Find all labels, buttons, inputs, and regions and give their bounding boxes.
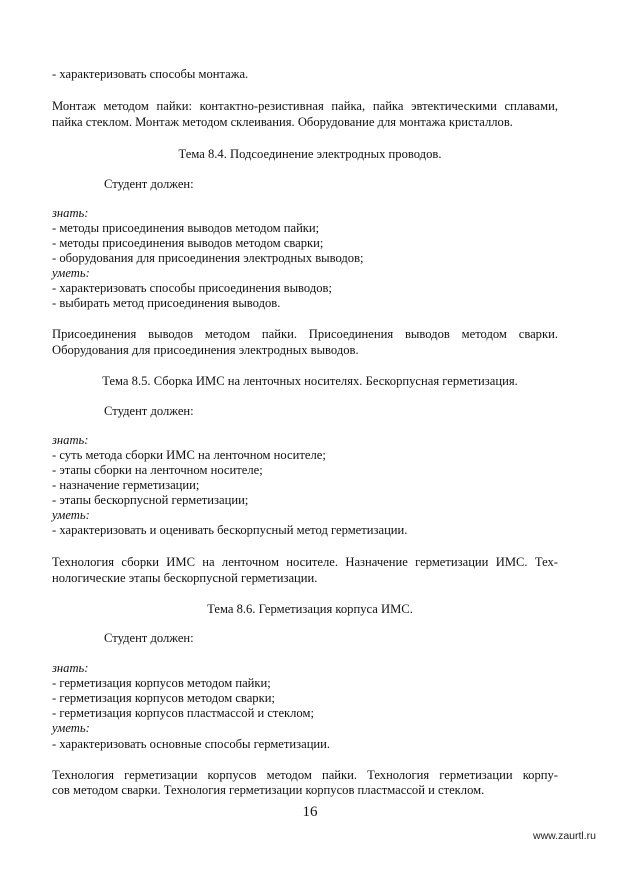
list-item: - назначение герметизации; (52, 478, 200, 492)
paragraph-line: сов методом сварки. Технология герметизации корпусов пластмассой и стеклом. (52, 783, 485, 797)
list-item: - методы присоединения выводов методом пайки; (52, 221, 320, 235)
paragraph-line: нологические этапы бескорпусной герметизации. (52, 571, 318, 585)
list-item: - герметизация корпусов методом сварки; (52, 691, 275, 705)
section-heading: Тема 8.4. Подсоединение электродных проводов. (178, 147, 442, 161)
list-item: - характеризовать способы присоединения выводов; (52, 281, 333, 295)
student-must-label: Студент должен: (104, 631, 194, 645)
section-heading: Тема 8.6. Герметизация корпуса ИМС. (207, 602, 413, 616)
list-item: - этапы сборки на ленточном носителе; (52, 463, 263, 477)
know-label: знать: (52, 433, 89, 447)
paragraph-line: Оборудования для присоединения электродных выводов. (52, 343, 359, 357)
website-link[interactable]: www.zaurtl.ru (532, 830, 596, 842)
student-must-label: Студент должен: (104, 404, 194, 418)
list-item: - этапы бескорпусной герметизации; (52, 493, 249, 507)
list-item: - выбирать метод присоединения выводов. (52, 296, 281, 310)
paragraph-line: Технология герметизации корпусов методом пайки. Технология герметизации корпу- (52, 768, 558, 782)
list-item: - методы присоединения выводов методом сварки; (52, 236, 324, 250)
list-item: - характеризовать и оценивать бескорпусный метод герметизации. (52, 523, 408, 537)
list-item: - герметизация корпусов методом пайки; (52, 676, 271, 690)
list-item: - оборудования для присоединения электродных выводов; (52, 251, 364, 265)
paragraph-line: Присоединения выводов методом пайки. Присоединения выводов методом сварки. (52, 327, 558, 341)
text-line: - характеризовать способы монтажа. (52, 67, 249, 81)
paragraph-line: Монтаж методом пайки: контактно-резистивная пайка, пайка эвтектическими сплавами, (52, 99, 558, 113)
page-number: 16 (302, 804, 318, 820)
student-must-label: Студент должен: (104, 177, 194, 191)
be-able-label: уметь: (52, 721, 90, 735)
list-item: - герметизация корпусов пластмассой и стеклом; (52, 706, 314, 720)
section-heading: Тема 8.5. Сборка ИМС на ленточных носителях. Бескорпусная герметизация. (102, 374, 518, 388)
know-label: знать: (52, 661, 89, 675)
be-able-label: уметь: (52, 266, 90, 280)
know-label: знать: (52, 206, 89, 220)
be-able-label: уметь: (52, 508, 90, 522)
list-item: - суть метода сборки ИМС на ленточном носителе; (52, 448, 326, 462)
paragraph-line: Технология сборки ИМС на ленточном носителе. Назначение герметизации ИМС. Тех- (52, 555, 558, 569)
paragraph-line: пайка стеклом. Монтаж методом склеивания. Оборудование для монтажа кристаллов. (52, 115, 513, 129)
list-item: - характеризовать основные способы герметизации. (52, 737, 331, 751)
